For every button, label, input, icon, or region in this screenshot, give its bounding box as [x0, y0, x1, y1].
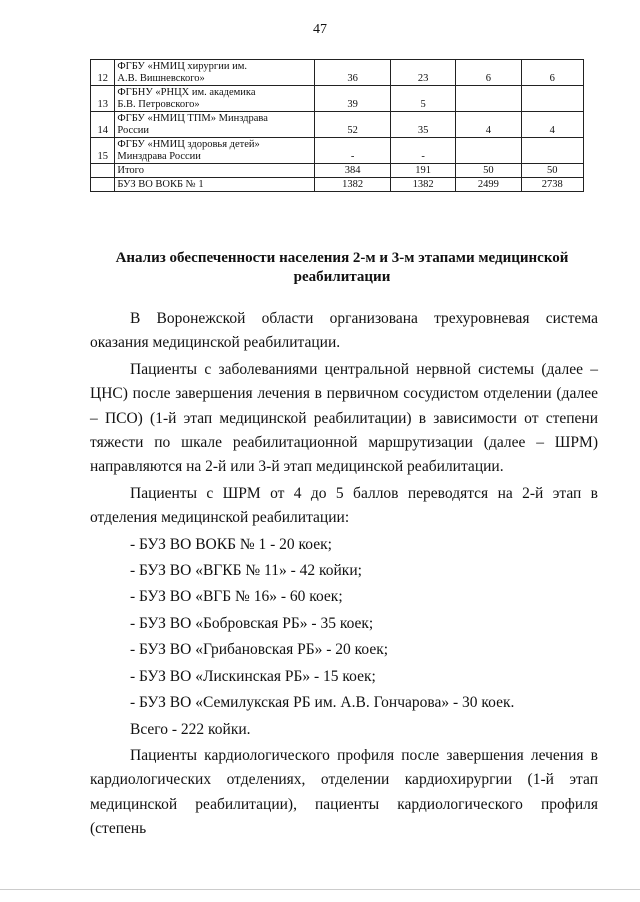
- institution-name: ФГБНУ «РНЦХ им. академика Б.В. Петровского»: [115, 86, 315, 112]
- table-row: [91, 112, 584, 138]
- list-item: - БУЗ ВО «Бобровская РБ» - 35 коек;: [130, 614, 374, 632]
- list-total: Всего - 222 койки.: [130, 720, 251, 738]
- section-heading: Анализ обеспеченности населения 2-м и 3-м этапами медицинской реабилитации: [115, 250, 569, 285]
- paragraph: Пациенты с ШРМ от 4 до 5 баллов переводятся на 2-й этап в отделения медицинской реабилитации:: [90, 484, 598, 527]
- value-cell: [456, 138, 521, 164]
- beds-table: [90, 59, 584, 192]
- value-cell: [521, 86, 584, 112]
- row-number: 14: [91, 112, 115, 138]
- value-cell: 39: [315, 86, 391, 112]
- value-cell: 6: [456, 60, 521, 86]
- list-item: - БУЗ ВО «Семилукская РБ им. А.В. Гончарова» - 30 коек.: [130, 694, 515, 712]
- value-cell: 1382: [390, 178, 455, 192]
- institution-name: БУЗ ВО ВОКБ № 1: [115, 178, 315, 192]
- row-number: 12: [91, 60, 115, 86]
- value-cell: 35: [390, 112, 455, 138]
- institution-name: Итого: [115, 164, 315, 178]
- value-cell: 2738: [521, 178, 584, 192]
- value-cell: 5: [390, 86, 455, 112]
- paragraph: Пациенты с заболеваниями центральной нервной системы (далее – ЦНС) после завершения лечения в первичном сосудистом отделении (далее – ПСО) (1-й этап медицинской реабилитации) в зависимости от степени тяжести по шкале реабилитационной маршрутизации (далее – ШРМ) направляются на 2-й или 3-й этап медицинской реабилитации.: [90, 360, 598, 476]
- value-cell: 4: [521, 112, 584, 138]
- value-cell: 50: [456, 164, 521, 178]
- page-number: 47: [313, 22, 327, 37]
- value-cell: 52: [315, 112, 391, 138]
- row-number: 13: [91, 86, 115, 112]
- page-bottom-edge: [0, 889, 640, 890]
- value-cell: 191: [390, 164, 455, 178]
- value-cell: 36: [315, 60, 391, 86]
- table-row: [91, 60, 584, 86]
- table-row-vokb: [91, 178, 584, 192]
- value-cell: 23: [390, 60, 455, 86]
- list-item: - БУЗ ВО «ВГБ № 16» - 60 коек;: [130, 588, 343, 606]
- row-number: [91, 164, 115, 178]
- list-item: - БУЗ ВО ВОКБ № 1 - 20 коек;: [130, 535, 332, 553]
- value-cell: 4: [456, 112, 521, 138]
- list-item: - БУЗ ВО «ВГКБ № 11» - 42 койки;: [130, 562, 362, 580]
- value-cell: 384: [315, 164, 391, 178]
- table-row: [91, 86, 584, 112]
- value-cell: 6: [521, 60, 584, 86]
- paragraph: Пациенты кардиологического профиля после завершения лечения в кардиологических отделениях, отделении кардиохирургии (1-й этап медицинской реабилитации), пациенты кардиологического профиля (степень: [90, 746, 598, 838]
- institution-name: ФГБУ «НМИЦ хирургии им. А.В. Вишневского»: [115, 60, 315, 86]
- row-number: 15: [91, 138, 115, 164]
- list-item: - БУЗ ВО «Лискинская РБ» - 15 коек;: [130, 667, 376, 685]
- body-text: [90, 307, 598, 842]
- institution-name: ФГБУ «НМИЦ ТПМ» Минздрава России: [115, 112, 315, 138]
- paragraph: В Воронежской области организована трехуровневая система оказания медицинской реабилитации.: [90, 310, 598, 352]
- table-row-total: [91, 164, 584, 178]
- value-cell: [456, 86, 521, 112]
- value-cell: 1382: [315, 178, 391, 192]
- list-item: - БУЗ ВО «Грибановская РБ» - 20 коек;: [130, 641, 389, 659]
- row-number: [91, 178, 115, 192]
- value-cell: 2499: [456, 178, 521, 192]
- value-cell: -: [390, 138, 455, 164]
- institution-name: ФГБУ «НМИЦ здоровья детей» Минздрава России: [115, 138, 315, 164]
- table-row: [91, 138, 584, 164]
- value-cell: 50: [521, 164, 584, 178]
- value-cell: -: [315, 138, 391, 164]
- value-cell: [521, 138, 584, 164]
